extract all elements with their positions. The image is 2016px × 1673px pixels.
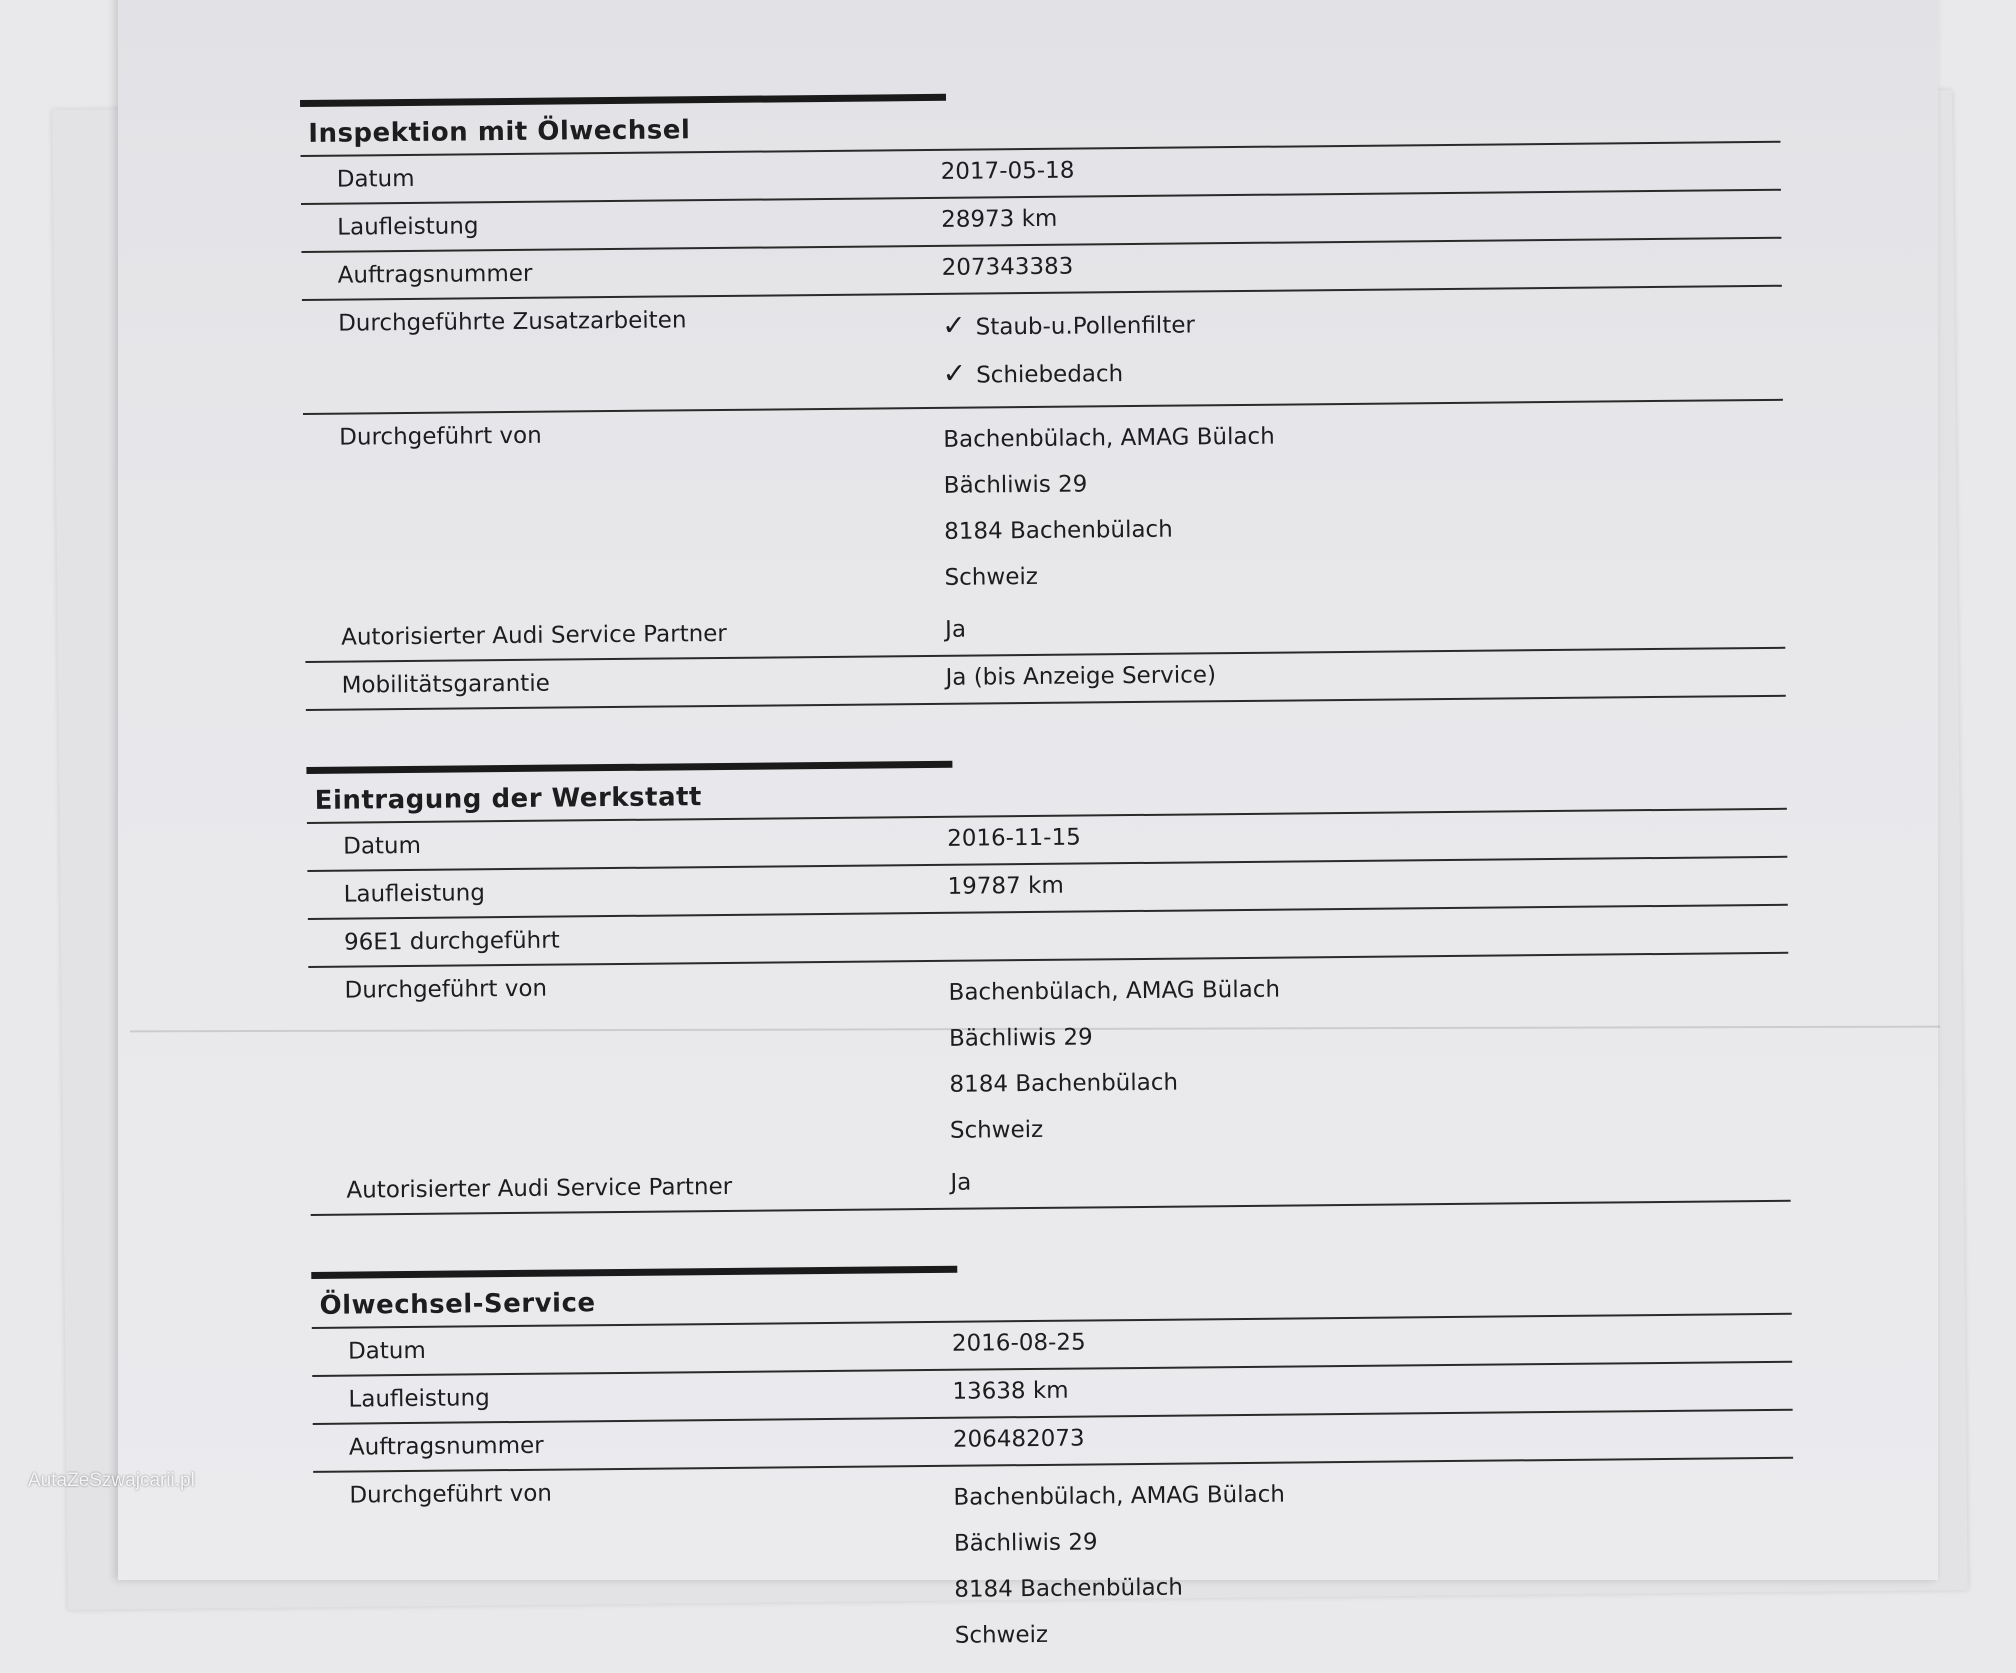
row-value (948, 906, 1788, 960)
section-title: Eintragung der Werkstatt (306, 760, 1786, 824)
row-value: 2016-08-25 (951, 1329, 1086, 1357)
value-text: Schiebedach (976, 361, 1124, 389)
row-label: Durchgeführt von (344, 975, 548, 1004)
value-line: Schweiz (954, 1621, 1049, 1649)
value-line: 8184 Bachenbülach (944, 516, 1173, 545)
value-line (942, 295, 1782, 351)
value-text: Staub-u.Pollenfilter (975, 312, 1196, 341)
row-zusatzarbeiten (302, 287, 1783, 415)
row-label: 96E1 durchgeführt (343, 927, 560, 956)
value-line: Bachenbülach, AMAG Bülach (943, 423, 1275, 453)
row-label: Durchgeführt von (349, 1480, 553, 1509)
row-label: Durchgeführt von (339, 422, 542, 451)
service-history-document (300, 86, 1795, 1673)
row-value: Ja (bis Anzeige Service) (945, 662, 1217, 691)
value-line: Bachenbülach, AMAG Bülach (953, 1481, 1285, 1511)
row-label: Autorisierter Audi Service Partner (341, 620, 727, 651)
section-eintragung (306, 753, 1790, 1216)
row-label: Laufleistung (348, 1385, 490, 1413)
check-mark-icon: ✓ (942, 356, 967, 390)
value-line: Bächliwis 29 (948, 1024, 1093, 1052)
row-value (948, 954, 1790, 1162)
section-title: Ölwechsel-Service (311, 1265, 1791, 1329)
row-value: 2016-11-15 (946, 824, 1081, 852)
row-label: Auftragsnummer (348, 1432, 544, 1461)
watermark-text: AutaZeSzwajcarii.pl (28, 1470, 195, 1491)
row-label: Auftragsnummer (337, 260, 533, 289)
value-line: Bachenbülach, AMAG Bülach (948, 976, 1281, 1006)
row-value: 13638 km (952, 1377, 1069, 1405)
value-line: 8184 Bachenbülach (949, 1069, 1179, 1098)
row-durchgefuehrt-von (308, 954, 1790, 1168)
row-durchgefuehrt-von (303, 401, 1785, 615)
row-value: 2017-05-18 (940, 157, 1075, 185)
row-value: 28973 km (941, 205, 1058, 233)
row-label: Autorisierter Audi Service Partner (346, 1173, 733, 1204)
row-label: Mobilitätsgarantie (341, 670, 550, 699)
row-label: Datum (347, 1337, 426, 1365)
section-oelwechsel-service (311, 1258, 1795, 1673)
value-line: Schweiz (944, 563, 1038, 591)
row-label: Durchgeführte Zusatzarbeiten (338, 307, 687, 337)
row-label: Datum (343, 832, 422, 860)
check-mark-icon: ✓ (942, 308, 966, 342)
section-inspektion (300, 86, 1786, 711)
section-title: Inspektion mit Ölwechsel (300, 93, 1780, 157)
row-label: Datum (336, 165, 415, 193)
row-value: 19787 km (947, 872, 1064, 900)
value-line: Bächliwis 29 (943, 471, 1088, 499)
row-value (953, 1459, 1795, 1667)
value-line: Schweiz (949, 1116, 1044, 1144)
row-label: Laufleistung (343, 880, 486, 908)
row-value: Ja (944, 616, 967, 643)
row-durchgefuehrt-von (313, 1459, 1795, 1673)
value-line: 8184 Bachenbülach (954, 1574, 1184, 1603)
value-line: Bächliwis 29 (953, 1529, 1098, 1557)
row-value (942, 287, 1783, 407)
row-value: 207343383 (941, 253, 1074, 281)
row-value: 206482073 (952, 1425, 1085, 1453)
row-value: Ja (950, 1169, 972, 1196)
row-label: Laufleistung (337, 213, 479, 241)
value-line (942, 343, 1782, 399)
row-value (943, 401, 1785, 609)
